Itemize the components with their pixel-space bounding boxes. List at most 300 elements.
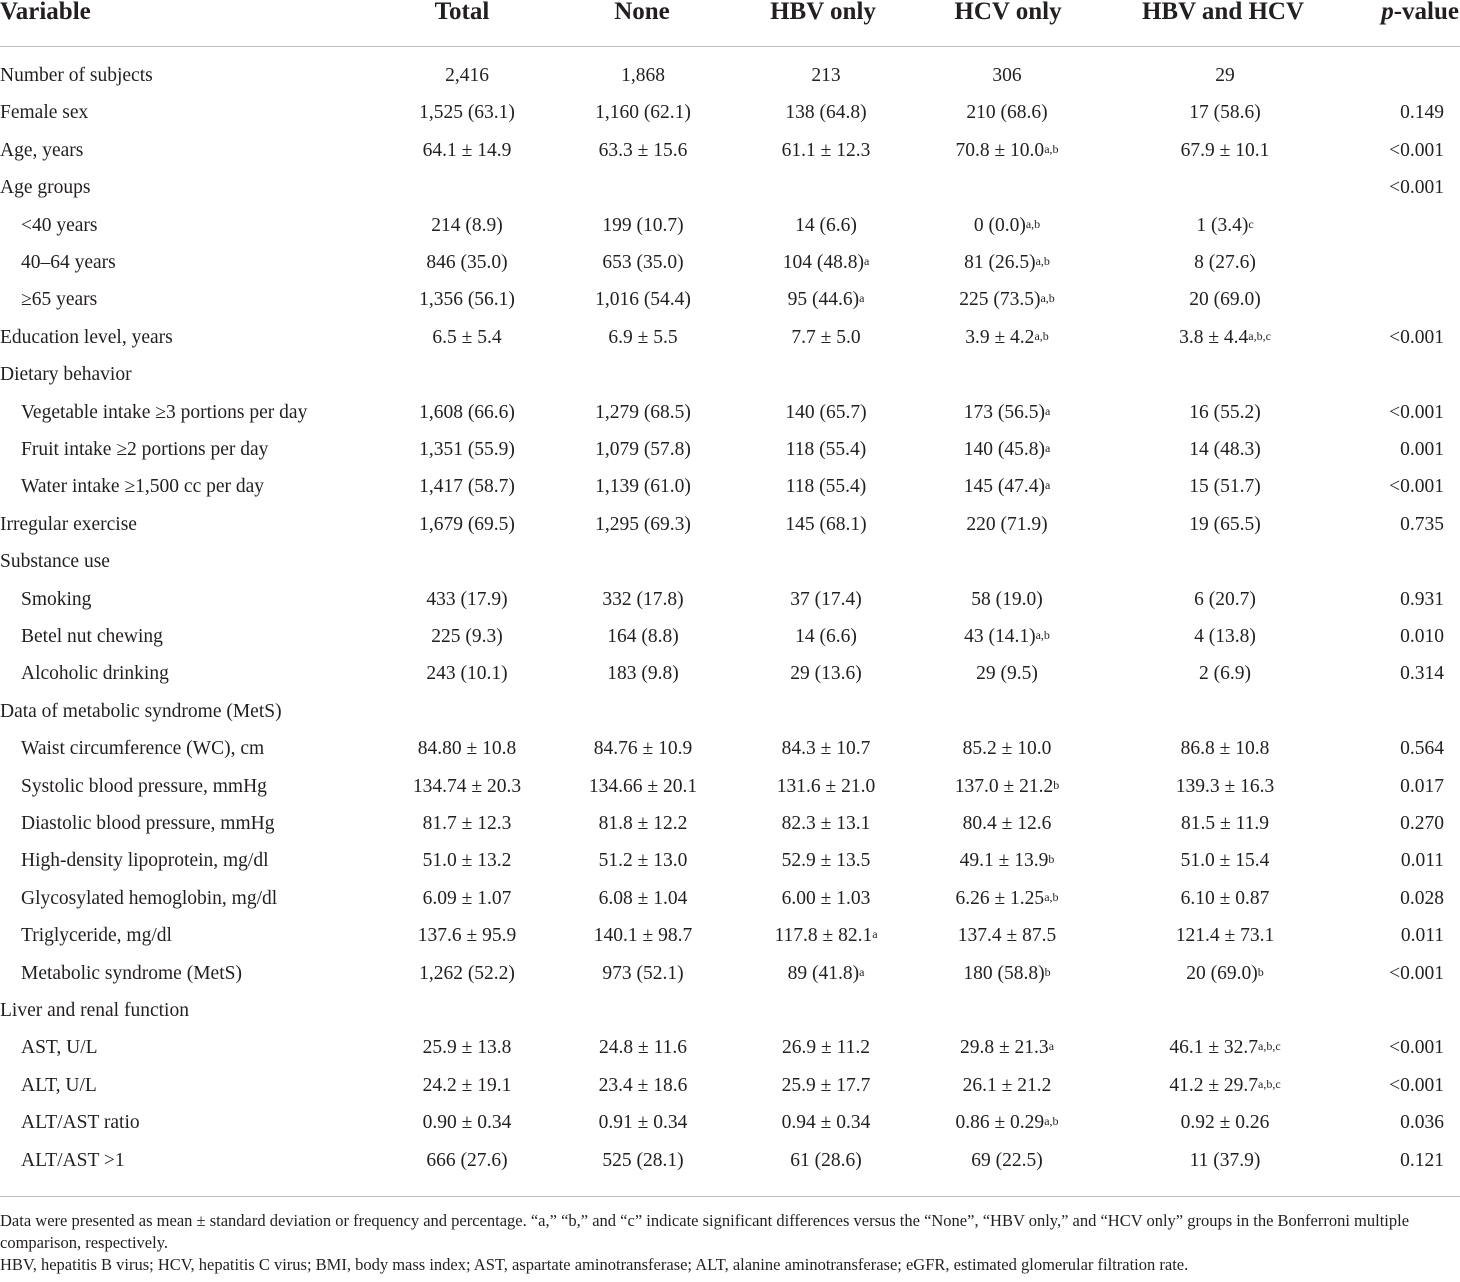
cell-hbv-value: 25.9 ± 17.7	[781, 1074, 871, 1096]
cell-both-value: 16 (55.2)	[1189, 401, 1261, 423]
cell-none	[594, 738, 692, 760]
cell-total	[418, 738, 516, 760]
row-label: Metabolic syndrome (MetS)	[21, 962, 242, 984]
row-label: Systolic blood pressure, mmHg	[21, 775, 267, 797]
cell-none	[602, 963, 683, 985]
cell-hbv	[786, 476, 867, 498]
cell-hcv-value: 140 (45.8)	[963, 439, 1045, 460]
cell-none	[599, 1112, 688, 1134]
table-row	[0, 246, 1460, 283]
cell-none	[599, 1075, 688, 1097]
cell-none-value: 6.08 ± 1.04	[598, 887, 688, 909]
cell-total	[423, 1037, 512, 1059]
cell-hcv-superscript: b	[1053, 777, 1060, 792]
cell-total	[423, 140, 512, 162]
cell-hcv-superscript: a,b	[1044, 889, 1059, 904]
cell-p-value: 0.028	[1400, 887, 1444, 909]
table-row	[0, 358, 1460, 395]
cell-hbv	[795, 215, 857, 237]
cell-hbv-value: 6.00 ± 1.03	[781, 887, 871, 909]
cell-hbv	[774, 925, 877, 947]
cell-hbv-value: 140 (65.7)	[785, 401, 867, 423]
cell-total-value: 666 (27.6)	[426, 1149, 508, 1171]
cell-none	[599, 1037, 687, 1059]
cell-hbv-value: 145 (68.1)	[785, 513, 867, 535]
cell-hcv-value: 306	[992, 65, 1022, 86]
table-row	[0, 844, 1460, 881]
cell-hcv-value: 29 (9.5)	[976, 663, 1038, 685]
cell-p-value: <0.001	[1389, 1037, 1444, 1059]
cell-hbv-value: 84.3 ± 10.7	[781, 738, 871, 760]
row-label: Education level, years	[0, 326, 173, 348]
cell-none-value: 6.9 ± 5.5	[608, 326, 678, 348]
cell-hbv-value: 37 (17.4)	[790, 588, 862, 610]
cell-hcv-value: 3.9 ± 4.2	[965, 326, 1035, 348]
table-row	[0, 433, 1460, 470]
cell-both	[1194, 589, 1256, 611]
row-label: Substance use	[0, 551, 110, 573]
cell-hbv-value: 213	[811, 65, 841, 86]
row-label: 40–64 years	[21, 252, 116, 273]
cell-none-value: 81.8 ± 12.2	[598, 813, 688, 834]
cell-both	[1189, 476, 1261, 498]
cell-hbv	[790, 663, 862, 685]
cell-both-value: 14 (48.3)	[1189, 439, 1261, 460]
cell-hcv	[963, 813, 1052, 835]
cell-hcv	[965, 327, 1049, 349]
row-label: Alcoholic drinking	[21, 663, 169, 685]
cell-both	[1189, 439, 1261, 461]
cell-hbv	[782, 813, 871, 835]
cell-none	[599, 850, 688, 872]
cell-hcv-superscript: a	[1048, 1039, 1055, 1054]
cell-hbv	[791, 327, 860, 349]
cell-total-value: 84.80 ± 10.8	[417, 738, 517, 760]
table-row	[0, 283, 1460, 320]
cell-total-value: 137.6 ± 95.9	[417, 925, 517, 947]
header-p-italic: p	[1381, 0, 1394, 25]
cell-p-value: <0.001	[1389, 962, 1444, 984]
cell-total-value: 1,351 (55.9)	[419, 439, 515, 460]
cell-hcv	[964, 626, 1050, 648]
cell-hbv	[788, 289, 865, 311]
cell-total-value: 6.5 ± 5.4	[432, 326, 502, 348]
cell-total	[423, 1112, 512, 1134]
cell-none	[607, 626, 679, 648]
row-label: High-density lipoprotein, mg/dl	[21, 850, 269, 872]
cell-hcv-value: 58 (19.0)	[971, 588, 1043, 610]
cell-p-value: <0.001	[1389, 476, 1444, 498]
table-row	[0, 171, 1460, 208]
cell-hcv	[971, 1150, 1043, 1172]
cell-p-value: 0.001	[1400, 439, 1444, 460]
cell-none-value: 1,279 (68.5)	[595, 401, 691, 423]
cell-none-value: 1,868	[621, 65, 665, 86]
cell-both-value: 1 (3.4)	[1196, 214, 1249, 236]
cell-hbv-superscript: a	[859, 291, 865, 306]
cell-hbv	[811, 65, 840, 87]
cell-none	[599, 140, 688, 162]
cell-hbv-value: 29 (13.6)	[790, 663, 862, 685]
cell-p-value: 0.017	[1400, 775, 1444, 797]
cell-hbv	[782, 1112, 871, 1134]
table-row	[0, 770, 1460, 807]
cell-both	[1190, 1150, 1261, 1172]
cell-none-value: 23.4 ± 18.6	[598, 1074, 688, 1096]
cell-both-superscript: c	[1248, 216, 1254, 231]
cell-hcv-superscript: a	[1044, 478, 1051, 493]
cell-p-value: 0.011	[1400, 850, 1444, 872]
cell-both-value: 20 (69.0)	[1189, 289, 1261, 311]
cell-hbv	[790, 589, 862, 611]
cell-hcv-superscript: a,b	[1044, 141, 1059, 156]
header-hcv-only: HCV only	[954, 0, 1062, 25]
header-none: None	[614, 0, 670, 25]
cell-none-value: 1,160 (62.1)	[595, 102, 691, 124]
cell-hcv-value: 225 (73.5)	[959, 289, 1041, 311]
cell-total	[426, 1150, 507, 1172]
cell-hbv	[786, 439, 867, 461]
cell-none	[595, 102, 691, 124]
cell-hbv	[782, 140, 871, 162]
header-p-suffix: -value	[1393, 0, 1459, 25]
cell-total-value: 6.09 ± 1.07	[422, 887, 512, 909]
table-row	[0, 396, 1460, 433]
cell-hcv-value: 85.2 ± 10.0	[962, 738, 1052, 760]
cell-both	[1194, 252, 1256, 274]
cell-hbv	[777, 776, 875, 798]
cell-p-value: <0.001	[1389, 177, 1444, 199]
row-label: Water intake ≥1,500 cc per day	[21, 476, 265, 498]
cell-none-value: 199 (10.7)	[602, 214, 684, 236]
cell-hcv	[974, 215, 1040, 237]
cell-both	[1179, 327, 1271, 349]
cell-none	[595, 514, 691, 536]
cell-hbv-value: 61 (28.6)	[790, 1149, 862, 1171]
cell-none	[599, 813, 688, 835]
cell-hcv	[966, 514, 1047, 536]
row-label: Irregular exercise	[0, 513, 137, 535]
row-label: Vegetable intake ≥3 portions per day	[21, 401, 308, 423]
cell-p-value: <0.001	[1389, 1074, 1444, 1096]
row-label: Female sex	[0, 102, 89, 124]
row-label: Dietary behavior	[0, 364, 132, 386]
cell-total	[419, 102, 515, 124]
cell-total	[418, 925, 516, 947]
table-row	[0, 695, 1460, 732]
cell-p-value: 0.149	[1400, 102, 1444, 124]
row-label: Fruit intake ≥2 portions per day	[21, 439, 269, 460]
row-label: ALT/AST ratio	[21, 1112, 140, 1134]
table-row	[0, 134, 1460, 171]
cell-both-superscript: a,b,c	[1248, 328, 1271, 343]
cell-hcv-value: 220 (71.9)	[966, 513, 1048, 535]
cell-none-value: 164 (8.8)	[607, 626, 679, 647]
cell-none-value: 525 (28.1)	[602, 1149, 684, 1171]
cell-hcv-value: 43 (14.1)	[964, 626, 1036, 647]
cell-hbv-value: 95 (44.6)	[787, 289, 860, 311]
cell-total-value: 846 (35.0)	[426, 252, 508, 273]
cell-hcv-value: 210 (68.6)	[966, 102, 1048, 124]
cell-hcv-superscript: b	[1048, 852, 1055, 867]
row-label: ≥65 years	[21, 289, 98, 311]
row-label: AST, U/L	[21, 1037, 98, 1059]
cell-total-value: 214 (8.9)	[431, 214, 503, 236]
table-row	[0, 545, 1460, 582]
row-label: ALT/AST >1	[21, 1149, 125, 1171]
table-row	[0, 1106, 1460, 1143]
cell-total	[426, 252, 507, 274]
cell-p-value: 0.564	[1400, 738, 1444, 760]
cell-hcv	[971, 589, 1043, 611]
cell-both	[1169, 1037, 1280, 1059]
cell-hbv-value: 104 (48.8)	[782, 252, 864, 273]
cell-hbv	[785, 402, 866, 424]
cell-hcv-superscript: a,b	[1025, 216, 1041, 231]
cell-hcv-value: 80.4 ± 12.6	[962, 813, 1052, 834]
cell-hbv	[790, 1150, 862, 1172]
cell-p-value: <0.001	[1389, 139, 1444, 161]
cell-hcv	[963, 963, 1050, 985]
table-row	[0, 657, 1460, 694]
cell-hcv-value: 0 (0.0)	[973, 214, 1026, 236]
cell-hcv-value: 0.86 ± 0.29	[955, 1112, 1045, 1134]
cell-none	[602, 252, 683, 274]
cell-hbv-superscript: a	[859, 964, 865, 979]
cell-hcv	[964, 439, 1051, 461]
cell-hbv-superscript: a	[872, 927, 878, 942]
cell-total	[423, 1075, 512, 1097]
cell-both-value: 6.10 ± 0.87	[1180, 887, 1270, 909]
cell-p-value: 0.121	[1400, 1149, 1444, 1171]
footnote-abbreviations: HBV, hepatitis B virus; HCV, hepatitis C virus; BMI, body mass index; AST, aspartate aminotransferase; ALT, alanine aminotransferase; eGFR, estimated glomerular filtration rate.	[0, 1255, 1189, 1274]
cell-hcv	[964, 476, 1051, 498]
cell-hcv-superscript: a	[1044, 441, 1051, 455]
cell-total-value: 1,679 (69.5)	[419, 513, 515, 535]
cell-p-value: 0.735	[1400, 513, 1444, 535]
table-row	[0, 1031, 1460, 1068]
cell-total	[432, 327, 501, 349]
row-label: Glycosylated hemoglobin, mg/dl	[21, 887, 278, 909]
cell-total	[426, 589, 507, 611]
header-p-value	[1381, 0, 1459, 27]
cell-both-value: 29	[1215, 65, 1235, 86]
cell-both	[1186, 963, 1264, 985]
cell-hbv	[782, 888, 871, 910]
cell-none-value: 1,139 (61.0)	[595, 476, 691, 498]
cell-hcv-superscript: b	[1044, 964, 1051, 979]
cell-total	[419, 439, 515, 461]
cell-hbv-superscript: a	[863, 254, 870, 268]
cell-both	[1181, 850, 1270, 872]
cell-none	[602, 589, 683, 611]
cell-none	[595, 476, 691, 498]
cell-hcv	[964, 252, 1050, 274]
cell-both-value: 86.8 ± 10.8	[1180, 738, 1270, 760]
cell-total	[419, 289, 515, 311]
header-hbv-and-hcv: HBV and HCV	[1141, 0, 1305, 25]
cell-both	[1189, 102, 1261, 124]
cell-total-value: 25.9 ± 13.8	[422, 1037, 512, 1059]
cell-hbv-value: 89 (41.8)	[787, 962, 860, 984]
cell-hbv	[782, 1075, 871, 1097]
cell-hbv-value: 0.94 ± 0.34	[781, 1112, 871, 1134]
row-label: Diastolic blood pressure, mmHg	[21, 813, 275, 834]
table-row	[0, 508, 1460, 545]
cell-both-value: 51.0 ± 15.4	[1180, 850, 1270, 872]
cell-both	[1181, 888, 1270, 910]
cell-none-value: 24.8 ± 11.6	[599, 1037, 687, 1059]
cell-total-value: 81.7 ± 12.3	[422, 813, 512, 834]
cell-both	[1199, 663, 1251, 685]
cell-total-value: 24.2 ± 19.1	[422, 1074, 512, 1096]
row-label: Data of metabolic syndrome (MetS)	[0, 700, 282, 722]
cell-both-superscript: b	[1257, 964, 1264, 979]
cell-total-value: 134.74 ± 20.3	[412, 775, 522, 797]
cell-both-value: 8 (27.6)	[1194, 252, 1256, 273]
cell-both	[1181, 1112, 1270, 1134]
header-variable: Variable	[0, 0, 91, 25]
cell-p-value: 0.036	[1400, 1112, 1444, 1134]
cell-both	[1189, 514, 1261, 536]
cell-hcv-value: 29.8 ± 21.3	[959, 1037, 1049, 1059]
cell-both-value: 4 (13.8)	[1194, 626, 1256, 647]
cell-total-value: 0.90 ± 0.34	[422, 1112, 512, 1134]
cell-total	[423, 888, 512, 910]
cell-hbv-value: 14 (6.6)	[795, 626, 857, 647]
cell-hcv-value: 137.0 ± 21.2	[954, 775, 1054, 797]
cell-hbv	[782, 738, 871, 760]
cell-none-value: 973 (52.1)	[602, 962, 684, 984]
cell-none-value: 653 (35.0)	[602, 252, 684, 273]
cell-none-value: 332 (17.8)	[602, 588, 684, 610]
cell-both-value: 11 (37.9)	[1189, 1149, 1261, 1171]
table-row	[0, 882, 1460, 919]
cell-total	[431, 215, 503, 237]
row-label: Number of subjects	[0, 65, 153, 86]
cell-none	[607, 663, 679, 685]
row-label: Liver and renal function	[0, 1000, 189, 1021]
cell-both-superscript: a,b,c	[1258, 1039, 1281, 1054]
table-row	[0, 470, 1460, 507]
cell-both-superscript: a,b,c	[1258, 1076, 1281, 1091]
table-row	[0, 1144, 1460, 1181]
cell-total-value: 2,416	[445, 65, 489, 86]
cell-none	[595, 402, 691, 424]
cell-both	[1196, 215, 1253, 237]
cell-total	[419, 402, 515, 424]
cell-hcv	[964, 402, 1051, 424]
cell-none-value: 1,079 (57.8)	[595, 439, 691, 460]
cell-none	[621, 65, 665, 87]
cell-hcv-value: 6.26 ± 1.25	[955, 887, 1045, 909]
cell-none	[595, 289, 691, 311]
cell-total	[419, 476, 515, 498]
cell-hbv-value: 26.9 ± 11.2	[782, 1037, 870, 1059]
cell-hcv	[955, 776, 1059, 798]
cell-total-value: 51.0 ± 13.2	[422, 850, 512, 872]
cell-none-value: 1,295 (69.3)	[595, 513, 691, 535]
cell-both	[1215, 65, 1235, 87]
cell-none	[595, 439, 691, 461]
cell-none	[594, 925, 692, 947]
table-row	[0, 59, 1460, 96]
cell-none-value: 84.76 ± 10.9	[593, 738, 693, 760]
cell-none-value: 134.66 ± 20.1	[588, 775, 698, 797]
cell-total-value: 243 (10.1)	[426, 663, 508, 685]
cell-p-value: 0.931	[1400, 588, 1444, 610]
cell-both	[1176, 776, 1274, 798]
cell-none-value: 0.91 ± 0.34	[598, 1112, 688, 1134]
table-row	[0, 919, 1460, 956]
cell-both-value: 121.4 ± 73.1	[1175, 925, 1275, 947]
cell-hcv-value: 180 (58.8)	[963, 962, 1045, 984]
cell-hcv	[955, 1112, 1058, 1134]
row-label: ALT, U/L	[21, 1074, 97, 1096]
cell-both-value: 46.1 ± 32.7	[1169, 1037, 1259, 1059]
cell-both	[1194, 626, 1256, 648]
cell-hbv-value: 7.7 ± 5.0	[791, 326, 861, 348]
cell-hcv-value: 69 (22.5)	[971, 1149, 1043, 1171]
cell-hbv-value: 14 (6.6)	[795, 214, 857, 236]
cell-hcv-value: 26.1 ± 21.2	[962, 1074, 1052, 1096]
header-hbv-only: HBV only	[770, 0, 876, 25]
cell-both-value: 19 (65.5)	[1189, 513, 1261, 535]
cell-total-value: 1,417 (58.7)	[419, 476, 515, 498]
cell-none-value: 51.2 ± 13.0	[598, 850, 688, 872]
cell-hbv	[785, 102, 866, 124]
cell-hbv-value: 61.1 ± 12.3	[781, 139, 871, 161]
cell-total-value: 1,262 (52.2)	[419, 962, 515, 984]
cell-total-value: 225 (9.3)	[431, 626, 503, 647]
cell-hcv	[960, 850, 1055, 872]
cell-hcv-value: 137.4 ± 87.5	[957, 925, 1057, 947]
cell-none	[589, 776, 697, 798]
cell-p-value: 0.010	[1400, 626, 1444, 647]
table-row	[0, 583, 1460, 620]
table-row	[0, 321, 1460, 358]
cell-hcv	[955, 888, 1058, 910]
row-label: Betel nut chewing	[21, 626, 163, 647]
cell-hcv	[976, 663, 1038, 685]
cell-total-value: 64.1 ± 14.9	[422, 139, 512, 161]
cell-both-value: 6 (20.7)	[1194, 588, 1256, 610]
cell-both-value: 0.92 ± 0.26	[1180, 1112, 1270, 1134]
cell-both-value: 2 (6.9)	[1199, 663, 1251, 685]
row-label: Age, years	[0, 139, 84, 161]
cell-hcv-superscript: a,b	[1034, 328, 1049, 343]
table-row	[0, 957, 1460, 994]
cell-p-value: <0.001	[1389, 326, 1444, 348]
cell-both	[1176, 925, 1274, 947]
cell-both-value: 3.8 ± 4.4	[1179, 326, 1249, 348]
cell-hcv-superscript: a,b	[1035, 628, 1050, 642]
cell-both-value: 41.2 ± 29.7	[1169, 1074, 1259, 1096]
table-row	[0, 620, 1460, 657]
cell-both	[1169, 1075, 1280, 1097]
cell-total	[423, 850, 512, 872]
cell-hcv-value: 49.1 ± 13.9	[959, 850, 1049, 872]
table-row	[0, 209, 1460, 246]
cell-both-value: 81.5 ± 11.9	[1181, 813, 1269, 834]
cell-hcv	[955, 140, 1058, 162]
cell-hcv-superscript: a,b	[1040, 291, 1055, 306]
cell-both	[1181, 738, 1270, 760]
row-label: Age groups	[0, 177, 91, 199]
cell-total	[445, 65, 489, 87]
cell-both	[1189, 402, 1261, 424]
cell-none	[602, 215, 683, 237]
